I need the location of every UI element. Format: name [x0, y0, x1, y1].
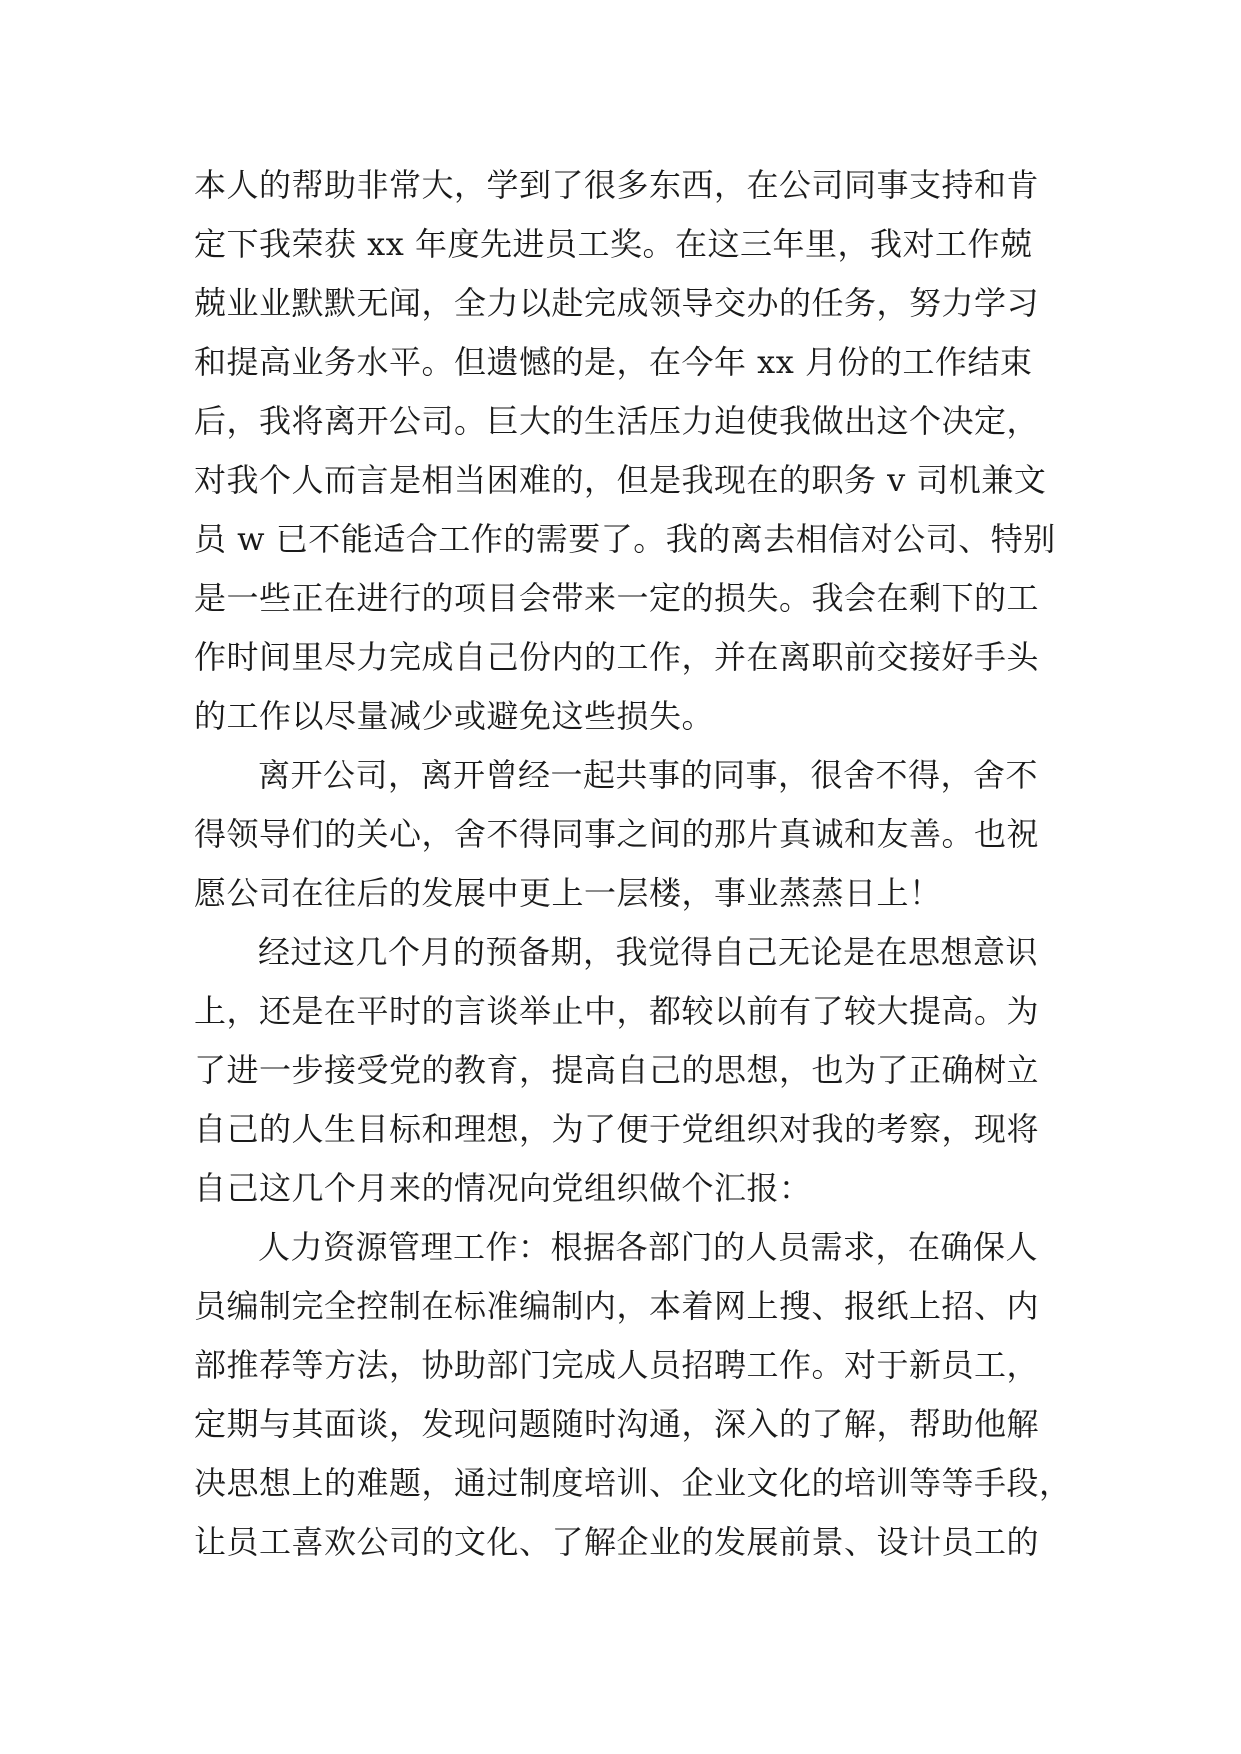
- text-line: 和提高业务水平。但遗憾的是，在今年 xx 月份的工作结束: [194, 343, 1033, 381]
- paragraph-first-line: 离开公司，离开曾经一起共事的同事，很舍不得，舍不: [258, 756, 1039, 794]
- text-line: 本人的帮助非常大，学到了很多东西，在公司同事支持和肯: [194, 166, 1040, 204]
- text-line: 作时间里尽力完成自己份内的工作，并在离职前交接好手头: [194, 638, 1040, 676]
- text-line: 得领导们的关心，舍不得同事之间的那片真诚和友善。也祝: [194, 815, 1040, 853]
- text-line: 对我个人而言是相当困难的，但是我现在的职务 v 司机兼文: [194, 461, 1047, 499]
- text-line: 后，我将离开公司。巨大的生活压力迫使我做出这个决定，: [194, 402, 1040, 440]
- text-line: 上，还是在平时的言谈举止中，都较以前有了较大提高。为: [194, 992, 1040, 1030]
- text-line: 兢业业默默无闻，全力以赴完成领导交办的任务，努力学习: [194, 284, 1040, 322]
- text-line: 让员工喜欢公司的文化、了解企业的发展前景、设计员工的: [194, 1523, 1040, 1561]
- text-line: 部推荐等方法，协助部门完成人员招聘工作。对于新员工，: [194, 1346, 1040, 1384]
- text-line: 员编制完全控制在标准编制内，本着网上搜、报纸上招、内: [194, 1287, 1040, 1325]
- text-line: 决思想上的难题，通过制度培训、企业文化的培训等等手段，: [194, 1464, 1072, 1502]
- text-line: 定下我荣获 xx 年度先进员工奖。在这三年里，我对工作兢: [194, 225, 1033, 263]
- text-line: 员 w 已不能适合工作的需要了。我的离去相信对公司、特别: [194, 520, 1056, 558]
- text-line: 的工作以尽量减少或避免这些损失。: [194, 697, 715, 735]
- text-line: 自己这几个月来的情况向党组织做个汇报：: [194, 1169, 812, 1207]
- text-line: 了进一步接受党的教育，提高自己的思想，也为了正确树立: [194, 1051, 1040, 1089]
- paragraph-first-line: 人力资源管理工作：根据各部门的人员需求，在确保人: [258, 1228, 1039, 1266]
- paragraph-first-line: 经过这几个月的预备期，我觉得自己无论是在思想意识: [258, 933, 1039, 971]
- text-line: 愿公司在往后的发展中更上一层楼，事业蒸蒸日上！: [194, 874, 942, 912]
- document-body: [194, 156, 1072, 1572]
- text-line: 是一些正在进行的项目会带来一定的损失。我会在剩下的工: [194, 579, 1040, 617]
- text-line: 定期与其面谈，发现问题随时沟通，深入的了解，帮助他解: [194, 1405, 1040, 1443]
- text-line: 自己的人生目标和理想，为了便于党组织对我的考察，现将: [194, 1110, 1040, 1148]
